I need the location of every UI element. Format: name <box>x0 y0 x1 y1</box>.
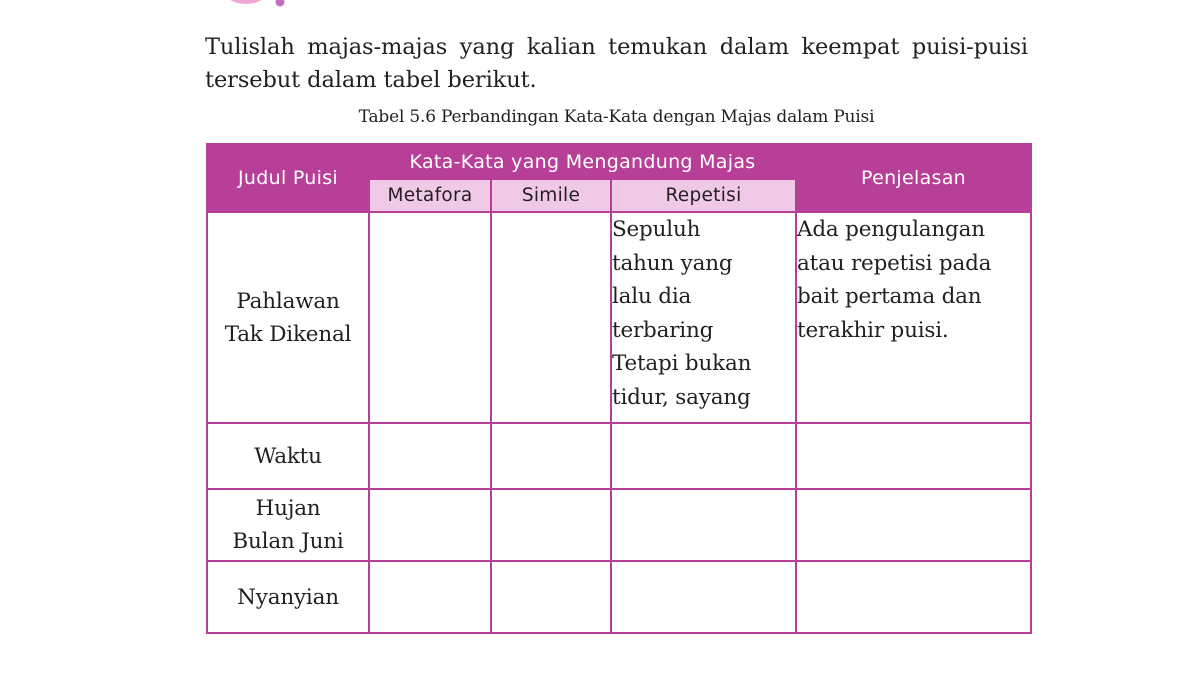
table-caption: Tabel 5.6 Perbandingan Kata-Kata dengan Majas dalam Puisi <box>358 107 875 127</box>
majas-comparison-table <box>206 143 1032 634</box>
cell-metafora <box>369 212 491 423</box>
cell-metafora <box>369 489 491 561</box>
row-title: Nyanyian <box>207 561 369 633</box>
table-row <box>207 561 1031 633</box>
cell-penjelasan <box>796 423 1031 489</box>
decorative-blob-icon <box>216 0 286 8</box>
cell-metafora <box>369 561 491 633</box>
subheader-simile: Simile <box>491 179 611 212</box>
table-row <box>207 423 1031 489</box>
cell-repetisi <box>611 423 796 489</box>
subheader-metafora: Metafora <box>369 179 491 212</box>
cell-simile <box>491 489 611 561</box>
table-row <box>207 489 1031 561</box>
cell-repetisi <box>611 561 796 633</box>
header-kata-kata-majas: Kata-Kata yang Mengandung Majas <box>369 144 796 179</box>
cell-simile <box>491 561 611 633</box>
cell-repetisi <box>611 489 796 561</box>
cell-penjelasan <box>796 561 1031 633</box>
header-judul-puisi: Judul Puisi <box>207 144 369 212</box>
row-title: Hujan Bulan Juni <box>207 489 369 561</box>
header-penjelasan: Penjelasan <box>796 144 1031 212</box>
instruction-text: Tulislah majas-majas yang kalian temukan dalam keempat puisi-puisi tersebut dalam tabel berikut. <box>205 34 1028 93</box>
cell-simile <box>491 212 611 423</box>
cell-penjelasan: Ada pengulangan atau repetisi pada bait pertama dan terakhir puisi. <box>796 212 1031 423</box>
row-title: Waktu <box>207 423 369 489</box>
cell-penjelasan <box>796 489 1031 561</box>
subheader-repetisi: Repetisi <box>611 179 796 212</box>
cell-metafora <box>369 423 491 489</box>
table-row <box>207 212 1031 423</box>
cell-repetisi: Sepuluh tahun yang lalu dia terbaring Tetapi bukan tidur, sayang <box>611 212 796 423</box>
row-title: Pahlawan Tak Dikenal <box>207 212 369 423</box>
cell-simile <box>491 423 611 489</box>
